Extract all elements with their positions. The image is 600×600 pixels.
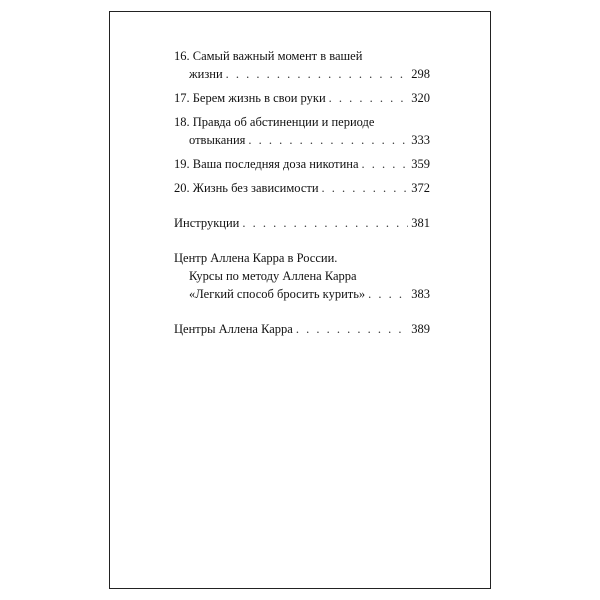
leader-dots [296, 320, 408, 338]
toc-entry-17[interactable] [174, 89, 430, 107]
leader-dots [362, 155, 409, 173]
toc-page-number: 383 [411, 287, 430, 301]
leader-dots [242, 214, 408, 232]
toc-entry-russia-center[interactable] [174, 249, 430, 303]
toc-page-number: 298 [411, 67, 430, 81]
toc-entry-title: 20. Жизнь без зависимости [174, 181, 319, 195]
toc-entry-title-cont: жизни [189, 67, 223, 81]
toc-entry-title-cont: «Легкий способ бросить курить» [189, 287, 366, 301]
leader-dots [368, 285, 408, 303]
toc-page-number: 320 [411, 91, 430, 105]
toc-entry-instructions[interactable] [174, 214, 430, 232]
toc-entry-16[interactable] [174, 47, 430, 83]
table-of-contents [174, 47, 430, 338]
toc-entry-18[interactable] [174, 113, 430, 149]
toc-page-number: 381 [411, 216, 430, 230]
toc-entry-title: 18. Правда об абстиненции и периоде [174, 115, 375, 129]
toc-entry-20[interactable] [174, 179, 430, 197]
toc-page-number: 333 [411, 133, 430, 147]
toc-entry-title: 17. Берем жизнь в свои руки [174, 91, 326, 105]
toc-entry-title: Инструкции [174, 216, 240, 230]
toc-page-number: 389 [411, 322, 430, 336]
toc-entry-title: Центры Аллена Карра [174, 322, 293, 336]
toc-entry-title: Центр Аллена Карра в России. [174, 251, 338, 265]
leader-dots [322, 179, 409, 197]
leader-dots [248, 131, 408, 149]
leader-dots [329, 89, 409, 107]
toc-entry-title: 16. Самый важный момент в вашей [174, 49, 363, 63]
leader-dots [226, 65, 409, 83]
toc-entry-19[interactable] [174, 155, 430, 173]
toc-entry-title-cont: отвыкания [189, 133, 246, 147]
toc-page-number: 359 [411, 157, 430, 171]
toc-entry-title: 19. Ваша последняя доза никотина [174, 157, 359, 171]
toc-page-number: 372 [411, 181, 430, 195]
toc-entry-centers[interactable] [174, 320, 430, 338]
toc-entry-title-cont: Курсы по методу Аллена Карра [189, 269, 357, 283]
